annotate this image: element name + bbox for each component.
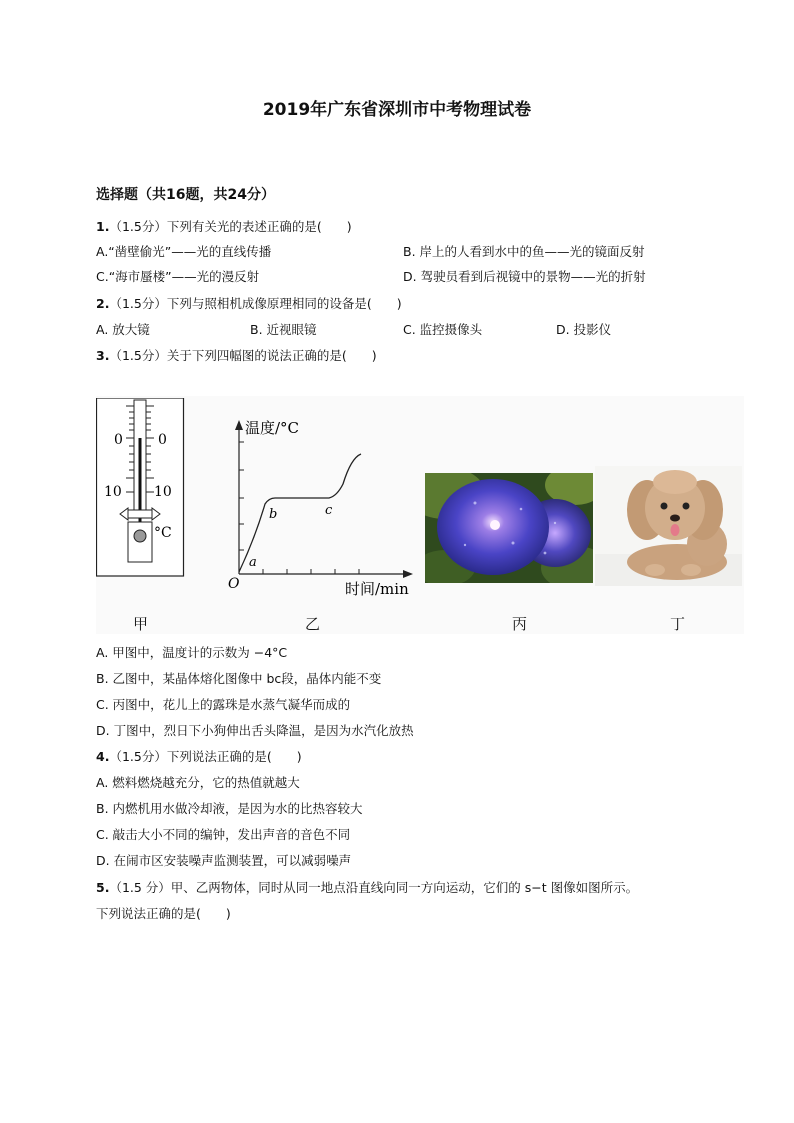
question-text: （1.5 分）甲、乙两物体，同时从同一地点沿直线向同一方向运动，它们的 s−t 图像如图所示。 <box>109 880 639 895</box>
flower-photo <box>425 473 593 583</box>
question-1-stem <box>96 217 352 235</box>
thermo-label-0-right: 0 <box>158 432 167 448</box>
q3-option-a: A. 甲图中，温度计的示数为 −4°C <box>96 645 288 660</box>
question-number: 3. <box>96 348 110 363</box>
q3-option-c: C. 丙图中，花儿上的露珠是水蒸气凝华而成的 <box>96 697 351 712</box>
q3-option-d: D. 丁图中，烈日下小狗伸出舌头降温，是因为水汽化放热 <box>96 723 414 738</box>
q1-option-c: C.“海市蜃楼”——光的漫反射 <box>96 269 260 284</box>
question-3-stem <box>96 346 377 364</box>
q4-option-c: C. 敲击大小不同的编钟，发出声音的音色不同 <box>96 827 351 842</box>
question-text: （1.5分）下列与照相机成像原理相同的设备是( ) <box>109 296 402 311</box>
thermo-label-10-left: 10 <box>104 484 122 500</box>
question-5-stem <box>96 878 638 896</box>
question-5-stem-line2: 下列说法正确的是( ) <box>96 906 231 921</box>
page-title: 2019年广东省深圳市中考物理试卷 <box>262 100 532 120</box>
figure-label-yi: 乙 <box>305 615 321 633</box>
graph-point-a: a <box>249 555 257 570</box>
q2-option-d: D. 投影仪 <box>556 322 612 337</box>
question-text: （1.5分）关于下列四幅图的说法正确的是( ) <box>109 348 377 363</box>
thermo-unit: °C <box>154 525 172 541</box>
q1-option-d: D. 驾驶员看到后视镜中的景物——光的折射 <box>403 269 646 284</box>
question-number: 5. <box>96 880 110 895</box>
section-title: 选择题（共16题，共24分） <box>96 187 275 203</box>
q3-option-b: B. 乙图中，某晶体熔化图像中 bc段，晶体内能不变 <box>96 671 382 686</box>
question-2-stem <box>96 294 402 312</box>
graph-origin: O <box>228 576 240 592</box>
q2-option-b: B. 近视眼镜 <box>250 322 317 337</box>
graph-xlabel: 时间/min <box>345 580 409 598</box>
q1-option-a: A.“凿壁偷光”——光的直线传播 <box>96 244 272 259</box>
thermo-label-10-right: 10 <box>154 484 172 500</box>
dog-photo <box>595 466 742 586</box>
question-4-stem <box>96 747 302 765</box>
q4-option-a: A. 燃料燃烧越充分，它的热值就越大 <box>96 775 300 790</box>
thermometer-figure <box>96 398 186 578</box>
graph-ylabel: 温度/°C <box>245 419 300 437</box>
question-text: （1.5分）下列有关光的表述正确的是( ) <box>109 219 352 234</box>
figure-label-jia: 甲 <box>133 615 149 633</box>
graph-point-b: b <box>269 507 278 522</box>
q2-option-c: C. 监控摄像头 <box>403 322 483 337</box>
q4-option-b: B. 内燃机用水做冷却液，是因为水的比热容较大 <box>96 801 363 816</box>
question-text: （1.5分）下列说法正确的是( ) <box>109 749 302 764</box>
figure-label-ding: 丁 <box>670 615 686 633</box>
q1-option-b: B. 岸上的人看到水中的鱼——光的镜面反射 <box>403 244 645 259</box>
figure-label-bing: 丙 <box>512 615 528 633</box>
thermo-label-0-left: 0 <box>114 432 123 448</box>
question-number: 4. <box>96 749 110 764</box>
q4-option-d: D. 在闹市区安装噪声监测装置，可以减弱噪声 <box>96 853 352 868</box>
question-number: 2. <box>96 296 110 311</box>
question-number: 1. <box>96 219 110 234</box>
graph-point-c: c <box>325 503 333 518</box>
melting-graph <box>225 418 425 598</box>
q2-option-a: A. 放大镜 <box>96 322 150 337</box>
